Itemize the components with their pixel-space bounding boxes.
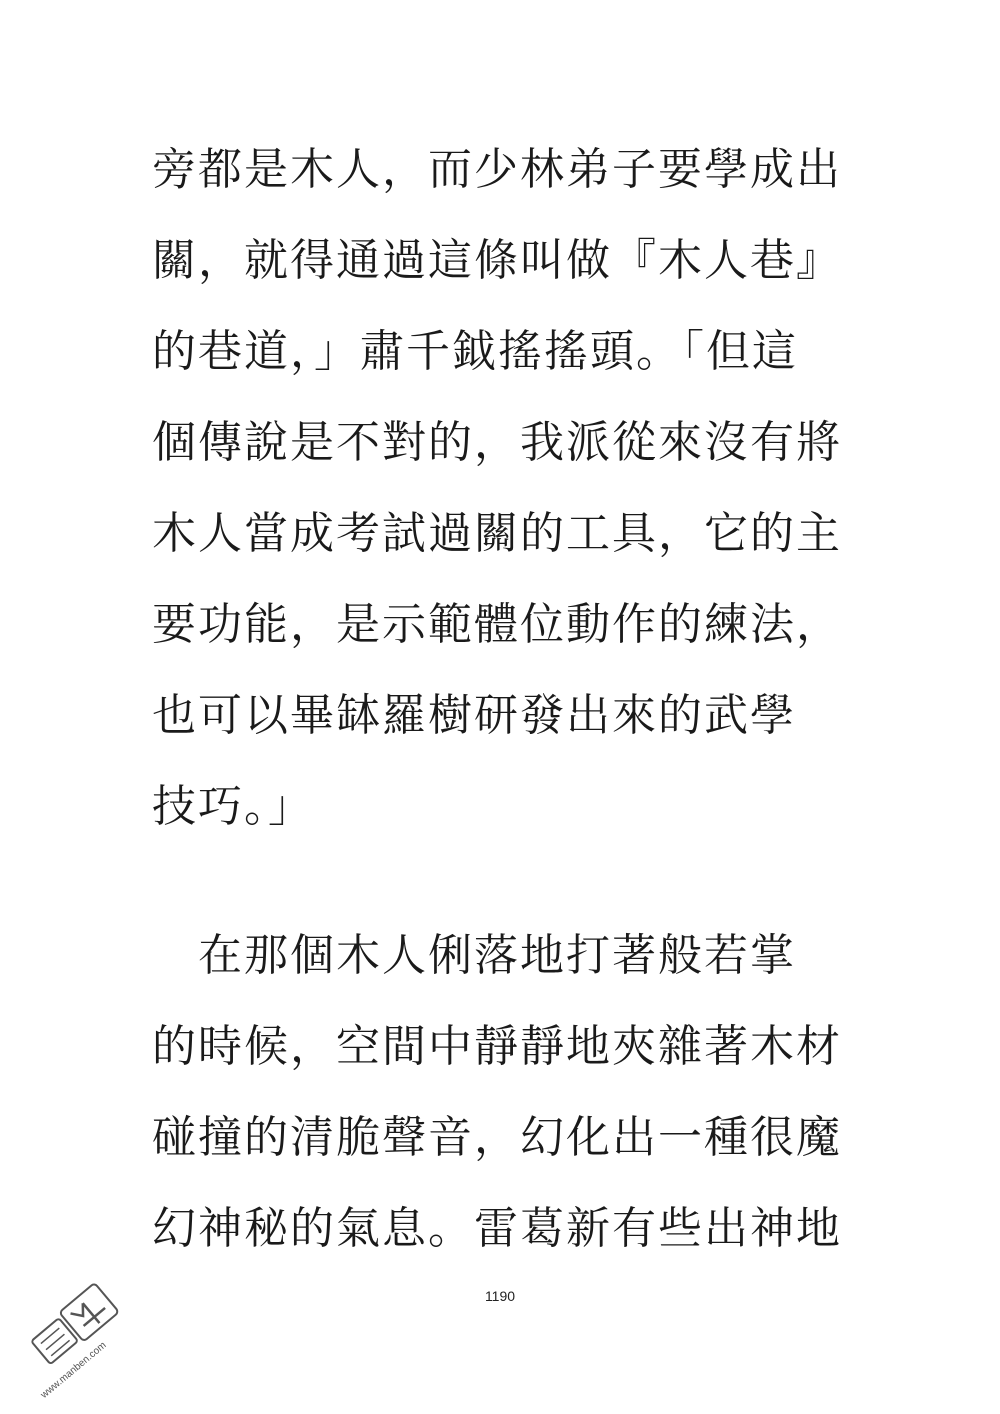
text-line: 在那個木人俐落地打著般若掌 (152, 930, 796, 981)
text-line: 的時候，空間中靜靜地夾雜著木材 (152, 1021, 842, 1072)
text-line: 木人當成考試過關的工具，它的主 (152, 508, 842, 559)
watermark-logo (8, 1258, 158, 1408)
watermark-url: www.manben.com (38, 1339, 109, 1401)
text-line: 碰撞的清脆聲音，幻化出一種很魔 (152, 1112, 842, 1163)
text-line: 旁都是木人，而少林弟子要學成出 (152, 144, 842, 195)
page-number: 1190 (484, 1288, 516, 1304)
text-line: 要功能，是示範體位動作的練法， (152, 599, 842, 650)
paragraph-1 (152, 138, 872, 866)
text-line: 個傳說是不對的，我派從來沒有將 (152, 417, 842, 468)
text-line: 技巧。」 (152, 781, 314, 832)
paragraph-2 (152, 924, 872, 1288)
text-line: 關，就得通過這條叫做『木人巷』 (152, 235, 842, 286)
text-line: 的巷道，」肅千鉞搖搖頭。「但這 (152, 326, 798, 377)
text-line: 幻神秘的氣息。雷葛新有些出神地 (152, 1203, 842, 1254)
text-line: 也可以畢缽羅樹研發出來的武學 (152, 690, 796, 741)
